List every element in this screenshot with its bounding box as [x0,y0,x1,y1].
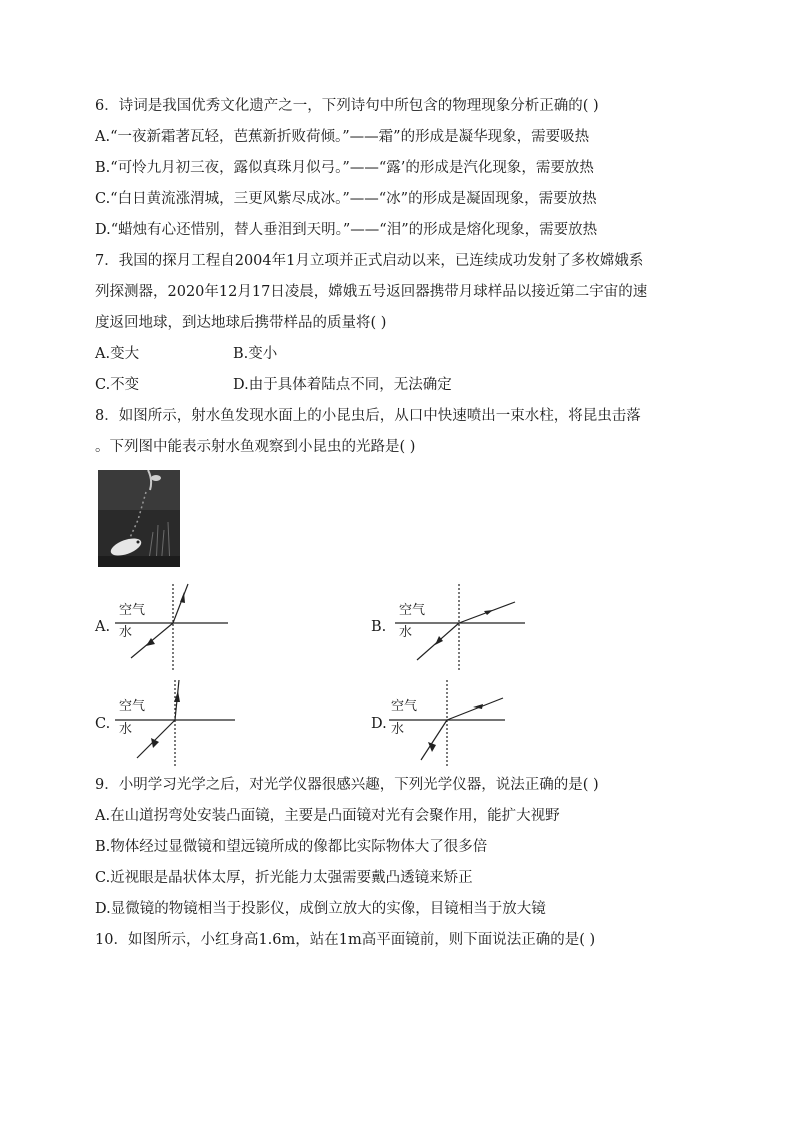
q6-stem: 6．诗词是我国优秀文化遗产之一，下列诗句中所包含的物理现象分析正确的( ) [95,98,599,114]
q7-option-d: D.由于具体着陆点不同，无法确定 [233,377,452,393]
diagram-b-svg [393,582,553,672]
diagram-b [393,582,553,672]
diagram-c-letter: C. [95,716,111,732]
q7-option-b: B.变小 [233,346,278,362]
q6-option-b: B.“可怜九月初三夜，露似真珠月似弓。”——“露’的形成是汽化现象，需要放热 [95,160,594,176]
q9-option-b: B.物体经过显微镜和望远镜所成的像都比实际物体大了很多倍 [95,839,488,855]
diagram-c [113,678,273,768]
q9-option-d: D.显微镜的物镜相当于投影仪，成倒立放大的实像，目镜相当于放大镜 [95,901,546,917]
q6-option-d: D.“蜡烛有心还惜别，替人垂泪到天明。”——“泪”的形成是熔化现象，需要放热 [95,222,598,238]
diagram-c-svg [113,678,273,768]
q10-stem: 10．如图所示，小红身高1.6m，站在1m高平面镜前，则下面说法正确的是( ) [95,932,596,948]
diagram-b-air-label: 空气 [399,603,426,618]
q9-option-a: A.在山道拐弯处安装凸面镜，主要是凸面镜对光有会聚作用，能扩大视野 [95,808,560,824]
diagram-a [113,582,273,672]
diagram-c-water-label: 水 [119,722,133,737]
q7-stem-line-3: 度返回地球，到达地球后携带样品的质量将( ) [95,315,387,331]
diagram-a-water-label: 水 [119,625,133,640]
q7-option-c: C.不变 [95,377,140,393]
archerfish-photo [98,470,180,567]
diagram-d-svg [387,678,547,768]
diagram-b-water-label: 水 [399,625,413,640]
q9-stem: 9．小明学习光学之后，对光学仪器很感兴趣，下列光学仪器，说法正确的是( ) [95,777,599,793]
q7-option-a: A.变大 [95,346,140,362]
archerfish-photo-art [98,470,180,567]
q7-stem-line-2: 列探测器，2020年12月17日凌晨，嫦娥五号返回器携带月球样品以接近第二宇宙的速 [95,284,648,300]
diagram-c-air-label: 空气 [119,699,146,714]
q8-stem-line-1: 8．如图所示，射水鱼发现水面上的小昆虫后，从口中快速喷出一束水柱，将昆虫击落 [95,408,641,424]
q8-stem-line-2: 。下列图中能表示射水鱼观察到小昆虫的光路是( ) [95,439,416,455]
q6-option-c: C.“白日黄流涨渭城，三更风紫尽成冰。”——“冰”的形成是凝固现象，需要放热 [95,191,597,207]
diagram-a-svg [113,582,273,672]
diagram-d-water-label: 水 [391,722,405,737]
diagram-d-letter: D. [371,716,387,732]
diagram-a-air-label: 空气 [119,603,146,618]
diagram-d-air-label: 空气 [391,699,418,714]
diagram-a-letter: A. [95,619,111,635]
q7-stem-line-1: 7．我国的探月工程自2004年1月立项并正式启动以来，已连续成功发射了多枚嫦娥系 [95,253,644,269]
q9-option-c: C.近视眼是晶状体太厚，折光能力太强需要戴凸透镜来矫正 [95,870,473,886]
diagram-d [387,678,547,768]
diagram-b-letter: B. [371,619,387,635]
q6-option-a: A.“一夜新霜著瓦轻，芭蕉新折败荷倾。”——霜”的形成是凝华现象，需要吸热 [95,129,590,145]
